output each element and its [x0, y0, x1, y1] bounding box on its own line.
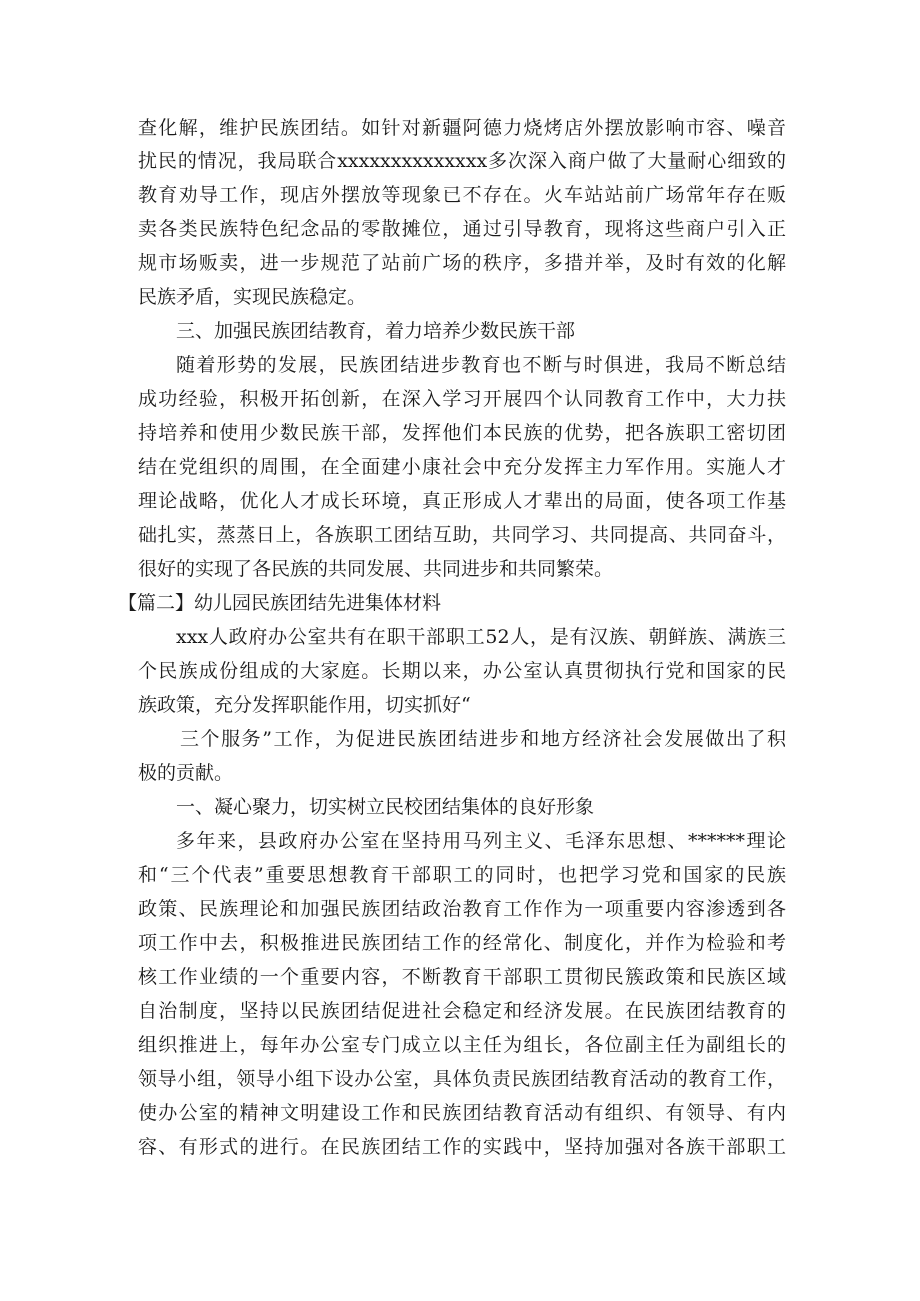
text-line: 扰民的情况，我局联合xxxxxxxxxxxxxx多次深入商户做了大量耐心细致的	[138, 150, 786, 172]
text-line: 多年来，县政府办公室在坚持用马列主义、毛泽东思想、******理论	[176, 830, 786, 852]
text-line: 核工作业绩的一个重要内容，不断教育干部职工贯彻民簇政策和民族区域	[138, 966, 786, 988]
text-line: 自治制度，坚持以民族团结促进社会稳定和经济发展。在民族团结教育的	[138, 1000, 786, 1022]
text-line: 规市场贩卖，进一步规范了站前广场的秩序，多措并举，及时有效的化解	[138, 252, 786, 274]
text-line: 很好的实现了各民族的共同发展、共同进步和共同繁荣。	[138, 558, 614, 580]
text-line: 项工作中去，积极推进民族团结工作的经常化、制度化，并作为检验和考	[138, 932, 786, 954]
text-line: 容、有形式的进行。在民族团结工作的实践中，坚持加强对各族干部职工	[138, 1136, 786, 1158]
text-line: 础扎实，蒸蒸日上，各族职工团结互助，共同学习、共同提高、共同奋斗，	[138, 524, 786, 546]
text-line: 政策、民族理论和加强民族团结政治教育工作作为一项重要内容渗透到各	[138, 898, 786, 920]
text-line: 结在党组织的周围，在全面建小康社会中充分发挥主力军作用。实施人才	[138, 456, 786, 478]
text-line: 族政策，充分发挥职能作用，切实抓好“	[138, 694, 471, 716]
text-line: 三个服务”工作，为促进民族团结进步和地方经济社会发展做出了积	[180, 728, 786, 750]
text-line: 持培养和使用少数民族干部，发挥他们本民族的优势，把各族职工密切团	[138, 422, 786, 444]
text-line: 教育劝导工作，现店外摆放等现象已不存在。火车站站前广场常年存在贩	[138, 184, 786, 206]
text-line: 组织推进上，每年办公室专门成立以主任为组长，各位副主任为副组长的	[138, 1034, 786, 1056]
text-line: 民族矛盾，实现民族稳定。	[138, 286, 367, 308]
text-line: xxx人政府办公室共有在职干部职工52人，是有汉族、朝鲜族、满族三	[176, 626, 786, 648]
section-heading: 三、加强民族团结教育，着力培养少数民族干部	[176, 320, 576, 342]
text-line: 个民族成份组成的大家庭。长期以来，办公室认真贯彻执行党和国家的民	[138, 660, 786, 682]
text-line: 卖各类民族特色纪念品的零散摊位，通过引导教育，现将这些商户引入正	[138, 218, 786, 240]
text-line: 和“三个代表”重要思想教育干部职工的同时，也把学习党和国家的民族	[138, 864, 786, 886]
article-title: 【篇二】幼儿园民族团结先进集体材料	[118, 592, 442, 614]
text-line: 随着形势的发展，民族团结进步教育也不断与时俱进，我局不断总结	[176, 354, 786, 376]
text-line: 使办公室的精神文明建设工作和民族团结教育活动有组织、有领导、有内	[138, 1102, 786, 1124]
text-line: 成功经验，积极开拓创新，在深入学习开展四个认同教育工作中，大力扶	[138, 388, 786, 410]
text-line: 理论战略，优化人才成长环境，真正形成人才辈出的局面，使各项工作基	[138, 490, 786, 512]
text-line: 查化解，维护民族团结。如针对新疆阿德力烧烤店外摆放影响市容、噪音	[138, 117, 786, 139]
section-heading: 一、凝心聚力，切实树立民校团结集体的良好形象	[176, 796, 595, 818]
text-line: 极的贡献。	[138, 762, 234, 784]
text-line: 领导小组，领导小组下设办公室，具体负责民族团结教育活动的教育工作，	[138, 1068, 786, 1090]
